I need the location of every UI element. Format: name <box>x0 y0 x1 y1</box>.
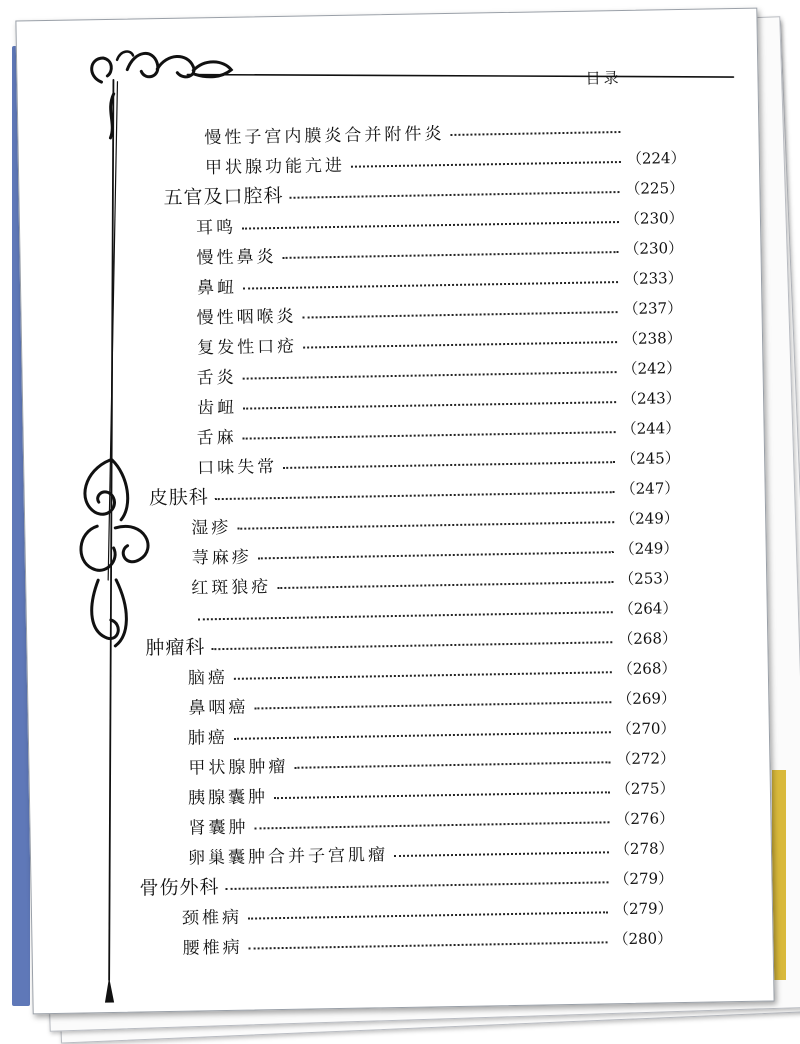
toc-entry[interactable] <box>188 774 674 808</box>
toc-leader <box>258 551 614 559</box>
toc-entry-title: 荨麻疹 <box>191 547 252 569</box>
toc-leader <box>450 131 620 136</box>
toc-entry-page: （225） <box>625 178 685 198</box>
toc-entry-page: （270） <box>616 718 676 738</box>
toc-entry-page: （249） <box>619 538 679 558</box>
toc-entry-title: 甲状腺肿瘤 <box>188 756 289 779</box>
toc-entry-page: （268） <box>617 658 677 678</box>
toc-leader <box>248 911 608 919</box>
toc-leader <box>249 941 608 949</box>
toc-entry-page: （279） <box>614 868 674 888</box>
toc-entry-title: 鼻咽癌 <box>188 697 249 719</box>
toc-entry-page: （230） <box>624 208 684 228</box>
toc-entry-title: 五官及口腔科 <box>163 184 284 209</box>
toc-leader <box>254 701 611 709</box>
toc-entry-title: 卵巢囊肿合并子宫肌瘤 <box>187 844 389 869</box>
toc-entry-title: 腰椎病 <box>182 937 243 959</box>
toc-page <box>15 8 774 1015</box>
toc-entry-title: 骨伤外科 <box>139 875 220 900</box>
toc-entry[interactable] <box>205 144 685 178</box>
toc-entry[interactable] <box>197 324 681 358</box>
toc-entry[interactable] <box>196 294 681 328</box>
toc-entry[interactable] <box>188 834 673 868</box>
toc-leader <box>303 341 617 348</box>
toc-leader <box>303 311 618 318</box>
toc-entry-title: 舌炎 <box>196 367 237 388</box>
toc-entry-page: （278） <box>614 838 674 858</box>
toc-entry-title: 慢性鼻炎 <box>196 246 277 268</box>
toc-entry-page: （253） <box>619 568 679 588</box>
toc-entry[interactable] <box>188 804 673 838</box>
toc-entry-title: 肿瘤科 <box>145 635 206 659</box>
toc-entry[interactable] <box>182 894 672 929</box>
toc-entry-title: 舌麻 <box>196 427 237 448</box>
toc-entry[interactable] <box>139 864 672 899</box>
toc-entry-title: 复发性口疮 <box>196 336 298 358</box>
toc-leader <box>255 821 610 829</box>
toc-leader <box>234 671 612 680</box>
toc-list <box>16 9 773 1014</box>
toc-leader <box>243 401 616 410</box>
toc-leader <box>237 521 614 530</box>
toc-entry[interactable] <box>196 354 680 388</box>
toc-entry-page: （230） <box>624 238 684 258</box>
toc-entry-page: （279） <box>613 898 673 918</box>
toc-entry-page: （233） <box>623 268 683 288</box>
toc-leader <box>215 491 615 500</box>
toc-leader <box>226 881 609 890</box>
toc-entry-page: （244） <box>621 418 681 438</box>
toc-entry[interactable] <box>188 714 675 748</box>
toc-entry-title: 肺癌 <box>187 727 229 749</box>
toc-leader <box>277 581 613 589</box>
toc-entry-title: 甲状腺功能亢进 <box>204 155 346 178</box>
toc-entry[interactable] <box>204 114 684 148</box>
toc-entry[interactable] <box>188 654 676 689</box>
toc-leader <box>351 161 621 168</box>
toc-entry[interactable] <box>145 624 676 659</box>
toc-entry[interactable] <box>196 234 682 268</box>
toc-entry-title: 脑癌 <box>187 667 229 689</box>
toc-entry-page: （247） <box>620 478 680 498</box>
toc-entry[interactable] <box>196 414 679 448</box>
toc-leader <box>243 371 617 380</box>
toc-entry-title: 红斑狼疮 <box>191 576 272 599</box>
toc-entry-page: （275） <box>615 778 675 798</box>
toc-entry-page: （238） <box>622 328 682 348</box>
toc-leader <box>394 851 609 857</box>
toc-leader <box>243 281 618 290</box>
toc-leader <box>274 791 610 799</box>
toc-leader <box>234 731 611 740</box>
toc-entry-title: 慢性子宫内膜炎合并附件炎 <box>204 123 445 148</box>
toc-leader <box>243 431 616 440</box>
toc-leader <box>290 191 620 199</box>
toc-entry-page: （224） <box>626 148 686 168</box>
toc-leader <box>198 611 613 620</box>
header-title: 目录 <box>585 68 622 88</box>
toc-entry[interactable] <box>191 564 677 598</box>
toc-entry[interactable] <box>196 204 683 238</box>
toc-entry[interactable] <box>191 504 678 538</box>
toc-entry-page: （268） <box>618 628 678 648</box>
toc-entry-page: （249） <box>620 508 679 528</box>
toc-entry[interactable] <box>188 744 674 778</box>
toc-entry-title: 湿疹 <box>191 517 232 539</box>
toc-entry-title: 口味失常 <box>197 456 278 478</box>
toc-entry[interactable] <box>148 474 678 509</box>
toc-leader <box>283 251 619 259</box>
toc-entry[interactable] <box>192 594 677 628</box>
toc-entry-page: （264） <box>618 598 678 618</box>
toc-entry-title: 慢性咽喉炎 <box>196 306 297 328</box>
toc-entry[interactable] <box>197 264 682 298</box>
toc-entry[interactable] <box>188 684 675 718</box>
toc-entry-page: （245） <box>620 448 680 468</box>
toc-entry-page: （280） <box>613 928 673 948</box>
toc-entry-page: （269） <box>617 688 677 708</box>
toc-entry-page: （272） <box>616 748 676 768</box>
book-spine-edge <box>772 770 786 980</box>
toc-entry[interactable] <box>197 384 680 418</box>
toc-entry[interactable] <box>182 924 671 959</box>
toc-entry[interactable] <box>192 534 678 568</box>
toc-entry-title: 皮肤科 <box>148 485 209 509</box>
toc-entry-page: （242） <box>622 358 682 378</box>
toc-leader <box>242 221 619 230</box>
toc-entry-title: 齿衄 <box>196 397 238 418</box>
toc-leader <box>283 461 615 469</box>
toc-entry-page: （237） <box>623 298 683 318</box>
toc-leader <box>211 641 612 650</box>
toc-entry-title: 胰腺囊肿 <box>187 786 269 809</box>
toc-entry-page: （243） <box>621 388 681 408</box>
toc-entry-title: 肾囊肿 <box>188 817 249 839</box>
toc-entry[interactable] <box>163 174 683 209</box>
toc-entry-title: 耳鸣 <box>195 217 237 238</box>
toc-entry-page <box>626 127 684 128</box>
toc-leader <box>294 761 610 769</box>
toc-entry-title: 颈椎病 <box>181 907 243 929</box>
toc-entry-page: （276） <box>615 808 675 828</box>
toc-entry[interactable] <box>197 444 679 478</box>
toc-entry-title: 鼻衄 <box>196 277 238 298</box>
